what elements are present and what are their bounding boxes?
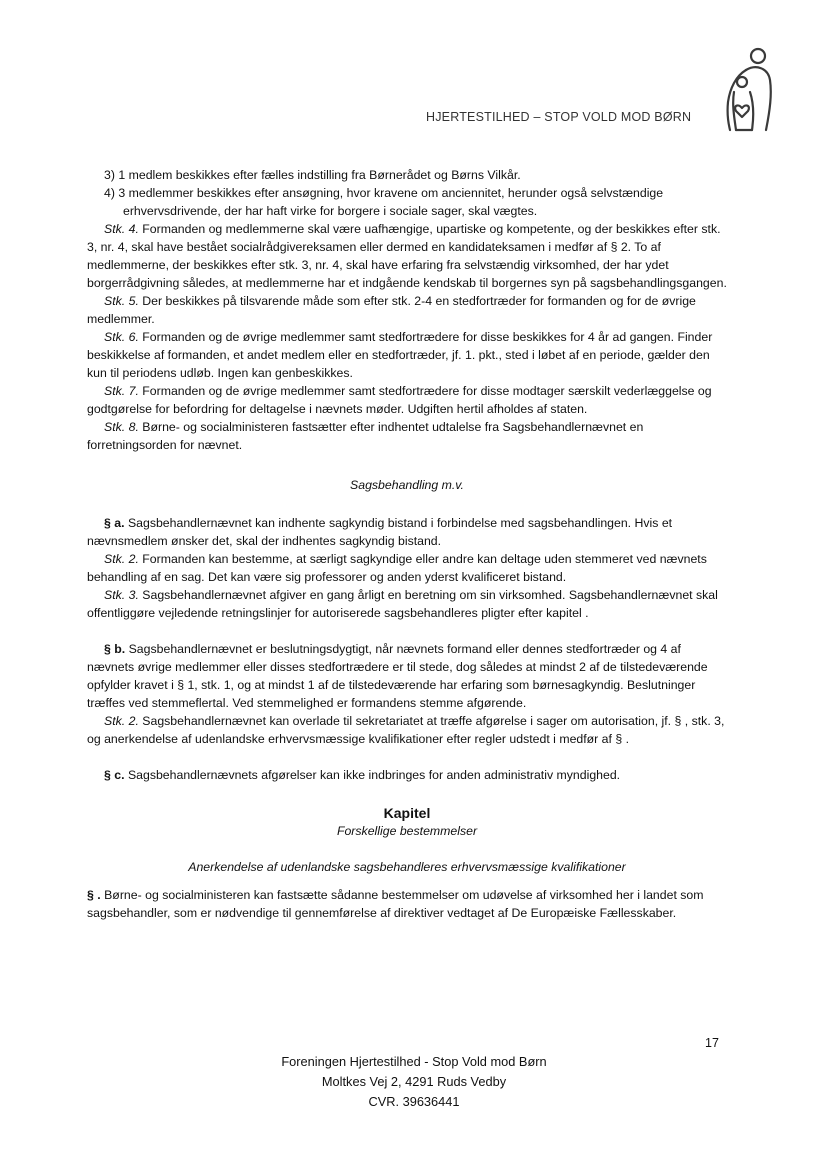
chapter-title: Kapitel xyxy=(383,805,431,821)
pa-paragraph xyxy=(87,514,727,550)
subsection-heading: Anerkendelse af udenlandske sagsbehandleres erhvervsmæssige kvalifikationer xyxy=(188,860,626,874)
pb-stk2-label: Stk. 2. xyxy=(104,714,139,728)
pb-stk2-text: Sagsbehandlernævnet kan overlade til sekretariatet at træffe afgørelse i sager om autorisation, jf. § , stk. 3, og anerkendelse af udenlandske erhvervsmæssige kvalifikationer efter regler udstedt i medfør af § . xyxy=(87,714,725,746)
footer-cvr: CVR. 39636441 xyxy=(368,1094,460,1109)
footer-organization: Foreningen Hjertestilhed - Stop Vold mod Børn xyxy=(281,1054,547,1069)
final-text: Børne- og socialministeren kan fastsætte sådanne bestemmelser om udøvelse af virksomhed her i landet som sagsbehandler, som er nødvendige til gennemførelse af direktiver vedtaget af De Europæiske Fællesskaber. xyxy=(87,888,704,920)
pb-stk2-paragraph xyxy=(87,712,727,748)
stk5-label: Stk. 5. xyxy=(104,294,139,308)
stk6-text: Formanden og de øvrige medlemmer samt stedfortrædere for disse beskikkes for 4 år ad gangen. Finder beskikkelse af formanden, et andet medlem eller en stedfortræder, jf. 1. pkt., sted i løbet af en periode, gælder den kun til periodens udløb. Ingen kan genbeskikkes. xyxy=(87,330,713,380)
stk4-label: Stk. 4. xyxy=(104,222,139,236)
pa-stk2-label: Stk. 2. xyxy=(104,552,139,566)
list-item-4-line2: erhvervsdrivende, der har haft virke for borgere i sociale sager, skal vægtes. xyxy=(123,204,538,218)
document-body xyxy=(87,166,727,922)
pa-stk3-paragraph xyxy=(87,586,727,622)
section-heading: Sagsbehandling m.v. xyxy=(350,478,464,492)
stk7-text: Formanden og de øvrige medlemmer samt stedfortrædere for disse modtager særskilt vederlæggelse og godtgørelse for befordring for deltagelse i nævnets møder. Udgiften hertil afholdes af staten. xyxy=(87,384,712,416)
final-paragraph xyxy=(87,886,727,922)
pc-paragraph xyxy=(87,766,727,784)
stk4-text: Formanden og medlemmerne skal være uafhængige, upartiske og kompetente, og der beskikkes efter stk. 3, nr. 4, skal have bestået socialrådgivereksamen eller dermed en kandidateksamen i medfør af § 2. To af medlemmerne, der beskikkes efter stk. 3, nr. 4, skal have erfaring fra selvstændig virksomhed, der har ydet borgerrådgivning således, at medlemmerne har et indgående kendskab til borgernes syn på sagsbehandlingsgangen. xyxy=(87,222,727,290)
footer xyxy=(0,1052,828,1112)
pc-text: Sagsbehandlernævnets afgørelser kan ikke indbringes for anden administrativ myndighed. xyxy=(127,768,621,782)
stk6-paragraph xyxy=(87,328,727,382)
pa-stk2-text: Formanden kan bestemme, at særligt sagkyndige eller andre kan deltage uden stemmeret ved nævnets behandling af en sag. Det kan være sig professorer og anden yderst kvalificeret bistand. xyxy=(87,552,707,584)
stk4-paragraph xyxy=(87,220,727,292)
header-title: HJERTESTILHED – STOP VOLD MOD BØRN xyxy=(426,110,692,124)
footer-address: Moltkes Vej 2, 4291 Ruds Vedby xyxy=(321,1074,507,1089)
final-label: § . xyxy=(87,888,101,902)
pb-paragraph xyxy=(87,640,727,712)
stk7-paragraph xyxy=(87,382,727,418)
list-item-3: 3) 1 medlem beskikkes efter fælles indstilling fra Børnerådet og Børns Vilkår. xyxy=(104,168,521,182)
pa-text: Sagsbehandlernævnet kan indhente sagkyndig bistand i forbindelse med sagsbehandlingen. Hvis et nævnsmedlem ønsker det, skal der indhentes sagkyndig bistand. xyxy=(87,516,673,548)
chapter-subtitle: Forskellige bestemmelser xyxy=(336,824,478,838)
pa-stk3-label: Stk. 3. xyxy=(104,588,139,602)
pb-label: § b. xyxy=(104,642,126,656)
pc-label: § c. xyxy=(104,768,125,782)
stk5-paragraph xyxy=(87,292,727,328)
stk8-paragraph xyxy=(87,418,727,454)
pb-text: Sagsbehandlernævnet er beslutningsdygtigt, når nævnets formand eller dennes stedfortræder og 4 af nævnets øvrige medlemmer eller disses stedfortrædere er til stede, dog således at mindst 2 af de tilstedeværende opfylder kravet i § 1, stk. 1, og at mindst 1 af de tilstedeværende har erfaring som børnesagkyndig. Beslutninger træffes ved stemmeflertal. Ved stemmelighed er formandens stemme afgørende. xyxy=(87,642,708,710)
stk5-text: Der beskikkes på tilsvarende måde som efter stk. 2-4 en stedfortræder for formanden og for de øvrige medlemmer. xyxy=(87,294,696,326)
pa-stk3-text: Sagsbehandlernævnet afgiver en gang årligt en beretning om sin virksomhed. Sagsbehandlernævnet skal offentliggøre vejledende retningslinjer for autoriserede sagsbehandleres pligter efter kapitel . xyxy=(87,588,718,620)
parent-child-heart-logo-icon xyxy=(716,46,774,136)
pa-label: § a. xyxy=(104,516,125,530)
stk7-label: Stk. 7. xyxy=(104,384,139,398)
stk8-text: Børne- og socialministeren fastsætter efter indhentet udtalelse fra Sagsbehandlernævnet en forretningsorden for nævnet. xyxy=(87,420,644,452)
page-number: 17 xyxy=(705,1036,719,1050)
stk8-label: Stk. 8. xyxy=(104,420,139,434)
pa-stk2-paragraph xyxy=(87,550,727,586)
list-item-4-line1: 4) 3 medlemmer beskikkes efter ansøgning, hvor kravene om anciennitet, herunder også selvstændige xyxy=(104,186,664,200)
stk6-label: Stk. 6. xyxy=(104,330,139,344)
